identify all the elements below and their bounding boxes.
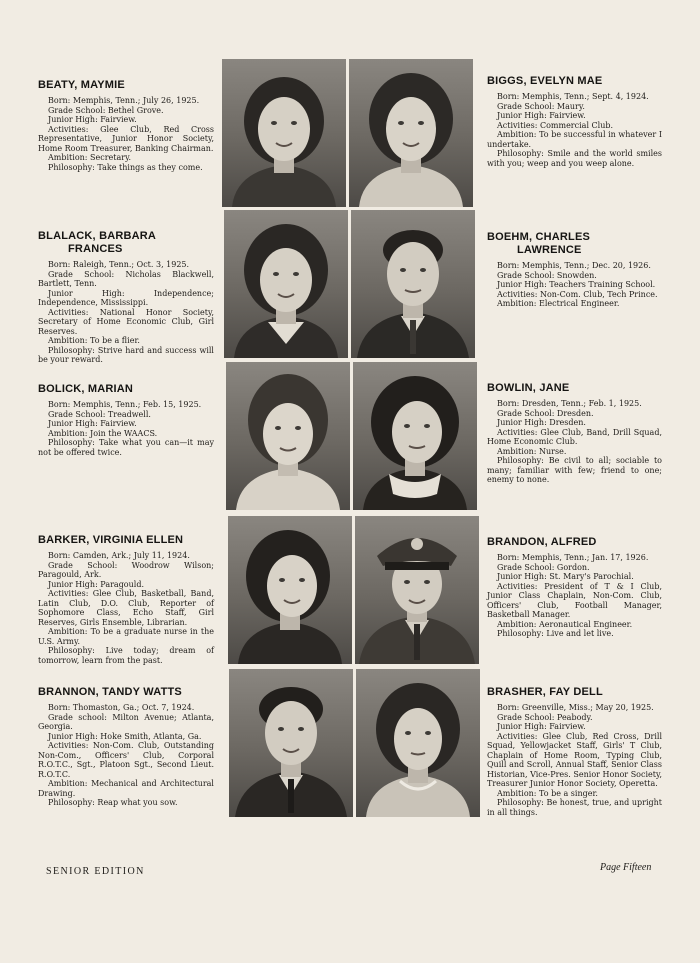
student-name: BOLICK, MARIAN [38,383,134,395]
student-philosophy: Philosophy: Reap what you sow. [48,798,178,807]
student-activities: Activities: Glee Club, Basketball, Band, Latin Club, D.O. Club, Reporter of Sophomore Class, Echo Staff, Girl Reserves, Girls Ensemble, Librarian. [38,589,214,627]
student-entry-barker [38,534,214,665]
student-activities: Activities: President of T & I Club, Junior Class Chaplain, Non-Com. Club, Officers' Club, Football Manager, Basketball Manager. [487,581,662,619]
student-name [487,231,662,257]
student-junior-high: Junior High: Fairview. [48,115,137,124]
student-born: Born: Thomaston, Ga.; Oct. 7, 1924. [48,703,195,712]
student-grade-school: Grade School: Nicholas Blackwell, Bartlett, Tenn. [38,269,214,288]
student-name: BRANNON, TANDY WATTS [38,686,182,698]
portrait-photo-boehm [351,210,475,358]
student-activities: Activities: Glee Club, Band, Drill Squad, Home Economic Club. [487,427,662,446]
student-activities: Activities: Non-Com. Club, Outstanding Non-Com., Officers' Club, Corporal R.O.T.C., Sgt., Platoon Sgt., Second Lieut. R.O.T.C. [38,741,214,779]
student-born: Born: Memphis, Tenn.; July 26, 1925. [48,96,200,105]
student-junior-high: Junior High: St. Mary's Parochial. [497,572,634,581]
student-philosophy: Philosophy: Live today; dream of tomorrow, learn from the past. [38,646,214,665]
portrait-photo-bowlin [353,362,477,510]
portrait-photo-bolick [226,362,350,510]
student-entry-beaty [38,79,214,172]
student-activities: Activities: National Honor Society, Secretary of Home Economic Club, Girl Reserves. [38,307,214,336]
student-entry-brasher [487,686,662,817]
student-ambition: Ambition: Join the WAACS. [48,428,158,438]
student-activities: Activities: Glee Club, Red Cross, Drill Squad, Yellowjacket Staff, Girls' T Club, Chaplain of Home Room, Typing Club, Quill and Scroll, Annual Staff, Senior Class Historian, Vice-Pres. Senior Honor Society, Treasurer Junior Honor Society, Operetta. [487,731,662,788]
student-entry-brannon [38,686,214,808]
student-junior-high: Junior High: Fairview. [48,419,137,428]
student-grade-school: Grade School: Maury. [497,101,585,111]
student-philosophy: Philosophy: Be civil to all; sociable to many; familiar with few; friend to one; enemy to none. [487,456,662,484]
student-grade-school: Grade School: Dresden. [497,408,594,418]
student-ambition: Ambition: To be successful in whatever I undertake. [487,130,662,149]
student-ambition: Ambition: Electrical Engineer. [497,299,620,308]
portrait-photo-biggs [349,59,473,207]
student-ambition: Ambition: Mechanical and Architectural Drawing. [38,779,214,798]
portrait-photo-blalack [224,210,348,358]
student-grade-school: Grade School: Bethel Grove. [48,105,164,115]
student-entry-brandon [487,536,662,639]
student-name: BARKER, VIRGINIA ELLEN [38,534,184,546]
student-ambition: Ambition: To be a graduate nurse in the U.S. Army. [38,627,214,646]
student-born: Born: Camden, Ark.; July 11, 1924. [48,551,190,560]
student-activities: Activities: Glee Club, Red Cross Representative, Junior Honor Society, Home Room Treasurer, Banking Chairman. [38,124,214,153]
student-born: Born: Greenville, Miss.; May 20, 1925. [497,703,654,712]
student-junior-high: Junior High: Dresden. [497,418,586,427]
student-grade-school: Grade School: Treadwell. [48,409,151,419]
student-junior-high: Junior High: Teachers Training School. [497,280,656,289]
student-junior-high: Junior High: Fairview. [497,111,586,120]
student-name-line2: LAWRENCE [517,244,582,256]
student-ambition: Ambition: Secretary. [48,153,132,162]
student-grade-school: Grade School: Snowden. [497,270,597,280]
student-junior-high: Junior High: Paragould. [48,579,144,589]
student-grade-school: Grade School: Peabody. [497,712,593,722]
student-junior-high: Junior High: Fairview. [497,722,586,731]
student-ambition: Ambition: Nurse. [497,446,567,456]
portrait-photo-brandon [355,516,479,664]
student-ambition: Ambition: To be a singer. [497,788,598,798]
student-philosophy: Philosophy: Take things as they come. [48,162,203,172]
student-name: BRANDON, ALFRED [487,536,597,548]
student-philosophy: Philosophy: Smile and the world smiles with you; weep and you weep alone. [487,149,662,168]
student-grade-school: Grade School: Woodrow Wilson; Paragould, Ark. [38,560,214,579]
portrait-photo-brannon [229,669,353,817]
student-name: BEATY, MAYMIE [38,79,125,91]
student-entry-boehm [487,231,662,309]
portrait-photo-brasher [356,669,480,817]
student-born: Born: Memphis, Tenn.; Dec. 20, 1926. [497,261,651,270]
student-philosophy: Philosophy: Live and let live. [497,629,614,638]
student-philosophy: Philosophy: Be honest, true, and upright in all things. [487,798,662,817]
student-born: Born: Dresden, Tenn.; Feb. 1, 1925. [497,399,642,408]
student-entry-biggs [487,75,662,168]
student-ambition: Ambition: To be a flier. [48,336,140,345]
student-junior-high: Junior High: Independence; Independence, Mississippi. [38,288,214,307]
student-ambition: Ambition: Aeronautical Engineer. [497,619,633,629]
student-grade-school: Grade School: Gordon. [497,562,590,572]
student-philosophy: Philosophy: Take what you can—it may not be offered twice. [38,438,214,457]
student-born: Born: Memphis, Tenn.; Feb. 15, 1925. [48,400,202,409]
student-entry-bolick [38,383,214,457]
student-philosophy: Philosophy: Strive hard and success will be your reward. [38,345,214,364]
student-name-line2: FRANCES [68,243,123,255]
student-name [38,230,214,256]
student-entry-bowlin [487,382,662,485]
student-name: BOWLIN, JANE [487,382,570,394]
student-entry-blalack [38,230,214,365]
footer-edition-label: SENIOR EDITION [46,866,145,877]
footer-page-number: Page Fifteen [600,862,652,873]
student-name: BIGGS, EVELYN MAE [487,75,603,87]
student-name: BRASHER, FAY DELL [487,686,603,698]
student-activities: Activities: Non-Com. Club, Tech Prince. [497,289,658,299]
student-name-line1: BLALACK, BARBARA [38,230,157,242]
student-name-line1: BOEHM, CHARLES [487,231,591,243]
student-junior-high: Junior High: Hoke Smith, Atlanta, Ga. [48,731,202,741]
student-activities: Activities: Commercial Club. [497,120,614,130]
student-born: Born: Raleigh, Tenn.; Oct. 3, 1925. [48,260,190,269]
student-born: Born: Memphis, Tenn.; Jan. 17, 1926. [497,553,649,562]
portrait-photo-beaty [222,59,346,207]
portrait-photo-barker [228,516,352,664]
student-born: Born: Memphis, Tenn.; Sept. 4, 1924. [497,92,649,101]
student-grade-school: Grade school: Milton Avenue; Atlanta, Georgia. [38,712,214,731]
